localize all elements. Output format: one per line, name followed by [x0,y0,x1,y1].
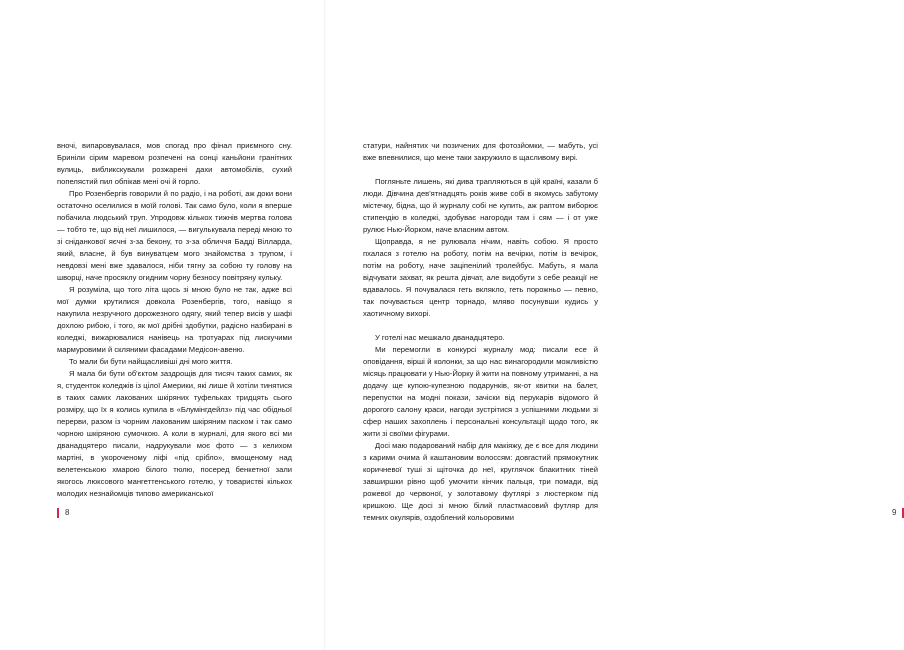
folio-marker [57,508,59,518]
paragraph: Щоправда, я не рулювала нічим, навіть собою. Я просто пхалася з готелю на роботу, потім на вечірки, потім із вечірок, потім на роботу, наче заціпенілий тролейбус. Мабуть, я мала відчувати захват, як решта дівчат, але видобути з себе реакції не вдавалось. Я почувалася геть вклякло, геть порожньо — певно, так почувається центр торнадо, мляво посунувши кудись у хаотичному вихорі. [363,237,598,318]
right-text-column [363,140,598,524]
paragraph: Я розуміла, що того літа щось зі мною було не так, адже всі мої думки крутилися довкола Розенбергів, того, навіщо я накупила незручного дорожезного одягу, який тепер висів у шафі дохлою рибою, і того, як мої дрібні здобутки, радісно назбирані в коледжі, вижарювалися нанівець на тротуарах під лискучими мармуровими й скляними фасадами Медісон-авеню. [57,285,292,354]
paragraph: вночі, випаровувалася, мов спогад про фінал приємного сну. Бриніли сірим маревом розпечені на сонці каньйони гранітних вулиць, вибликскували розжарені дахи автомобілів, сухий попелястий пил обпікав мені очі й горло. [57,141,292,186]
right-page [325,0,897,650]
paragraph: Погляньте лишень, які дива трапляються в цій країні, казали б люди. Дівчина дев'ятнадцять років живе собі в якомусь забутому містечку, бідна, що й журналу собі не купить, аж раптом виборює стипендію в коледжі, здобуває нагороди там і сям — і от уже рулює Нью-Йорком, наче власним автом. [363,177,598,234]
paragraph: Досі маю подарований набір для макіяжу, де є все для людини з карими очима й каштановим волоссям: довгастий прямокутник коричневої туші зі щіточка до неї, круглячок блакитних тіней завширшки рівно щоб умочити кінчик пальця, три помади, від рожевої до червоної, у золотавому футлярі з люстерком під кришкою. Ще досі зі мною білий пластмасовий футляр для темних окулярів, оздоблений кольоровими [363,441,598,522]
page-number: 9 [892,508,897,517]
paragraph: У готелі нас мешкало дванадцятеро. [375,333,505,342]
page-number: 8 [65,508,70,517]
page-number-left [57,507,69,519]
paragraph: То мали би бути найщасливіші дні мого життя. [69,357,233,366]
left-text-column [57,140,292,500]
left-page [0,0,325,650]
paragraph: Про Розенбергів говорили й по радіо, і на роботі, аж доки вони остаточно оселилися в моїй голові. Так само було, коли я вперше побачила людський труп. Упродовж кількох тижнів мертва голова — тобто те, що від неї лишилося, — вигулькувала переді мною то зі сніданкової яєчні з-за бекону, то з-за обличчя Бадді Вілларда, який, власне, й був винуватцем мого знайомства з трупом, і невдовзі мені вже здавалося, ніби тягну за собою ту голову на шворці, наче просяклу огидним чорну безносу повітряну кульку. [57,189,292,282]
paragraph: Я мала би бути об'єктом заздрощів для тисяч таких самих, як я, студенток коледжів із цілої Америки, які лише й хотіли тинятися в таких самих лакованих шкіряних туфельках тридцять сього розміру, що їх я колись купила в «Блумінгдейлз» під час обідньої перерви, разом із чорним лакованим шкіряним паском і так само чорною шкіряною сумочкою. А коли в журналі, для якого всі ми дванадцятеро писали, надрукували моє фото — з келихом мартіні, в укороченому ліфі «під срібло», вмощеному над велетенською хмарою білого тюлю, посеред бенкетної зали якогось люксового мангеттенського готелю, у товаристві кількох молодих незнайомців типово американської [57,369,292,498]
paragraph: Ми перемогли в конкурсі журналу мод: писали есе й оповідання, вірші й колонки, за що нас винагородили можливістю місяць працювати у Нью-Йорку й жити на повному утриманні, а на додачу ще купою-купезною подарунків, як-от квитки на балет, перепустки на модні покази, зачіски від перукарів відомого й дорогого салону краси, нагоди зустрітися з успішними людьми зі сфер наших захоплень і персональні консультації щодо того, як жити зі своїми фігурами. [363,345,598,438]
page-number-right [892,507,904,519]
paragraph: статури, найнятих чи позичених для фотозйомки, — мабуть, усі вже впевнилися, що мене таки закружило в щасливому вирі. [363,141,598,162]
